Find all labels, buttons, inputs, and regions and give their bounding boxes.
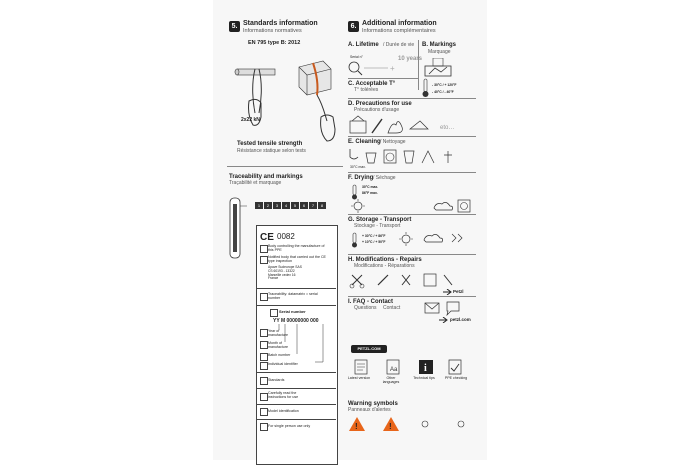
standard-reference: EN 795 type B: 2012: [248, 40, 301, 46]
precautions-subtitle: Précautions d'usage: [354, 107, 400, 113]
model-label: Model identification: [268, 409, 299, 413]
precautions-title: D. Precautions for use: [348, 101, 412, 107]
modifications-subtitle: Modifications - Réparations: [354, 263, 415, 269]
section-5-title: Standards information: [243, 20, 318, 27]
markings-subtitle: Marquage: [428, 49, 451, 55]
icon-caption: PPE checking: [444, 376, 468, 380]
storage-temp-min: + 10°C / + 50°F: [362, 240, 386, 244]
ce-icon: [260, 231, 274, 241]
divider: [348, 98, 476, 99]
strap-drawing: [227, 194, 257, 266]
warning-title: Warning symbols: [348, 401, 398, 407]
lifetime-subtitle: / Durée de vie: [383, 42, 415, 48]
marking-badge: 5: [291, 202, 299, 209]
datamatrix-icon: [260, 293, 268, 301]
tensile-title: Tested tensile strength: [237, 141, 303, 147]
cleaning-temperature: 30°C max.: [350, 165, 366, 169]
serial-value: YY M 00000000 000: [273, 318, 319, 324]
label-divider: [256, 404, 336, 405]
ce-address: Apave Sudeurope SAS CS 60193 - 13322 Marseille cedex 16 France: [268, 265, 302, 281]
label-divider: [256, 388, 336, 389]
icon-caption: Technical tips: [413, 376, 435, 380]
divider: [348, 136, 476, 137]
cleaning-subtitle: / Nettoyage: [380, 139, 406, 145]
manual-page: [213, 0, 487, 460]
petzl-website-link[interactable]: petzl.com: [450, 317, 471, 322]
label-divider: [256, 305, 336, 306]
online-resources-icons: [353, 358, 473, 376]
marking-badge: 6: [300, 202, 308, 209]
section-6-subtitle: Informations complémentaires: [362, 28, 436, 34]
traceability-row: Traceability: datamatrix = serial number: [268, 292, 318, 301]
divider: [348, 254, 476, 255]
svg-text:!: !: [389, 422, 392, 431]
storage-subtitle: Stockage - Transport: [354, 223, 401, 229]
marking-badge: 8: [318, 202, 326, 209]
marking-badge: 1: [255, 202, 263, 209]
drying-temp-c: 30°C max.: [362, 185, 379, 189]
svg-text:+: +: [390, 64, 395, 73]
serial-caption: Serial n°: [350, 55, 363, 59]
standards-icon: [260, 377, 268, 385]
tensile-subtitle: Résistance statique selon tests: [237, 148, 306, 154]
svg-text:CE: CE: [260, 232, 274, 241]
temperature-min: - 40°C / - 40°F: [432, 90, 454, 94]
section-5-number: 5.: [229, 21, 240, 32]
modifications-title: H. Modifications - Repairs: [348, 257, 422, 263]
lifetime-title: A. Lifetime: [348, 42, 379, 48]
identifier-label: Individual identifier: [268, 362, 298, 366]
divider: [227, 166, 343, 167]
svg-text:!: !: [355, 422, 358, 431]
lifetime-years: 10 years: [398, 56, 423, 62]
temperature-subtitle: T° tolérées: [354, 87, 379, 93]
modifications-icons: [348, 271, 476, 289]
book-icon: [260, 393, 268, 401]
faq-questions: Questions: [354, 305, 377, 311]
marking-badge: 2: [264, 202, 272, 209]
label-divider: [256, 288, 336, 289]
person-icon: [260, 423, 268, 431]
ce-body-desc: Body controlling the manufacture of this PPE: [268, 244, 325, 253]
serial-icon: [270, 309, 278, 317]
markings-title: B. Markings: [422, 42, 457, 48]
warning-subtitle: Panneaux d'alertes: [348, 407, 391, 413]
serial-label: Serial number: [279, 309, 306, 314]
arrow-right-icon: [439, 317, 449, 323]
divider: [348, 214, 476, 215]
precautions-icons: [348, 115, 478, 137]
checkbox-icon: [260, 256, 268, 264]
drying-icons: [350, 198, 476, 214]
storage-title: G. Storage - Transport: [348, 217, 412, 223]
batch-icon: [260, 353, 268, 361]
arrow-right-icon: [443, 289, 453, 295]
drying-title: F. Drying: [348, 175, 374, 181]
year-icon: [260, 329, 268, 337]
batch-label: Batch number: [268, 353, 291, 357]
section-5-subtitle: Informations normatives: [243, 28, 302, 34]
thermometer-icon: [420, 78, 432, 98]
traceability-subtitle: Traçabilité et marquage: [229, 180, 282, 186]
cleaning-icons: [348, 147, 476, 167]
marking-badge: 3: [273, 202, 281, 209]
month-icon: [260, 341, 268, 349]
label-divider: [256, 419, 336, 420]
petzl-arrow-text: Petzl: [453, 289, 464, 294]
icon-caption: Latest version: [347, 376, 371, 380]
thermometer-icon: [350, 232, 360, 248]
month-label: Month of manufacture: [268, 341, 288, 350]
model-icon: [260, 408, 268, 416]
drying-subtitle: / Séchage: [373, 175, 396, 181]
cleaning-title: E. Cleaning: [348, 139, 381, 145]
section-6-title: Additional information: [362, 20, 437, 27]
marking-badge: 4: [282, 202, 290, 209]
identifier-icon: [260, 362, 268, 370]
label-divider: [256, 372, 336, 373]
markings-icon: [423, 58, 453, 78]
traceability-title: Traceability and markings: [229, 174, 303, 180]
marking-badge: 7: [309, 202, 317, 209]
notified-body-number: 0082: [277, 232, 295, 241]
strength-value: 2x22 kN: [241, 117, 260, 123]
single-person-label: For single person use only: [268, 424, 311, 428]
contact-icons: [423, 300, 463, 316]
petzl-com-badge: PETZL.COM: [351, 345, 387, 353]
faq-title: I. FAQ - Contact: [348, 299, 393, 305]
warning-symbols: [349, 415, 479, 435]
divider: [348, 172, 476, 173]
storage-temp-max: + 30°C / + 86°F: [362, 234, 386, 238]
divider: [348, 296, 476, 297]
svg-text:eto…: eto…: [440, 125, 455, 131]
svg-text:Aa: Aa: [390, 367, 398, 373]
drying-temp-f: 86°F max.: [362, 191, 378, 195]
icon-caption: Other languages: [382, 376, 400, 385]
section-6-number: 6.: [348, 21, 359, 32]
temperature-title: C. Acceptable T°: [348, 81, 396, 87]
anchor-illustration: [227, 55, 339, 147]
divider: [348, 78, 418, 79]
svg-text:i: i: [424, 363, 427, 374]
ce-notified-desc: Notified body that carried out the CE type inspection: [268, 255, 326, 264]
faq-contact: Contact: [383, 305, 401, 311]
storage-icons: [398, 230, 478, 248]
read-instructions-label: Carefully read the instructions for use: [268, 391, 299, 400]
standards-label: Standards: [268, 378, 285, 382]
checkbox-icon: [260, 245, 268, 253]
column-divider: [418, 40, 419, 90]
temperature-max: - 30°C / + 120°F: [432, 83, 457, 87]
year-label: Year of manufacture: [268, 329, 288, 338]
